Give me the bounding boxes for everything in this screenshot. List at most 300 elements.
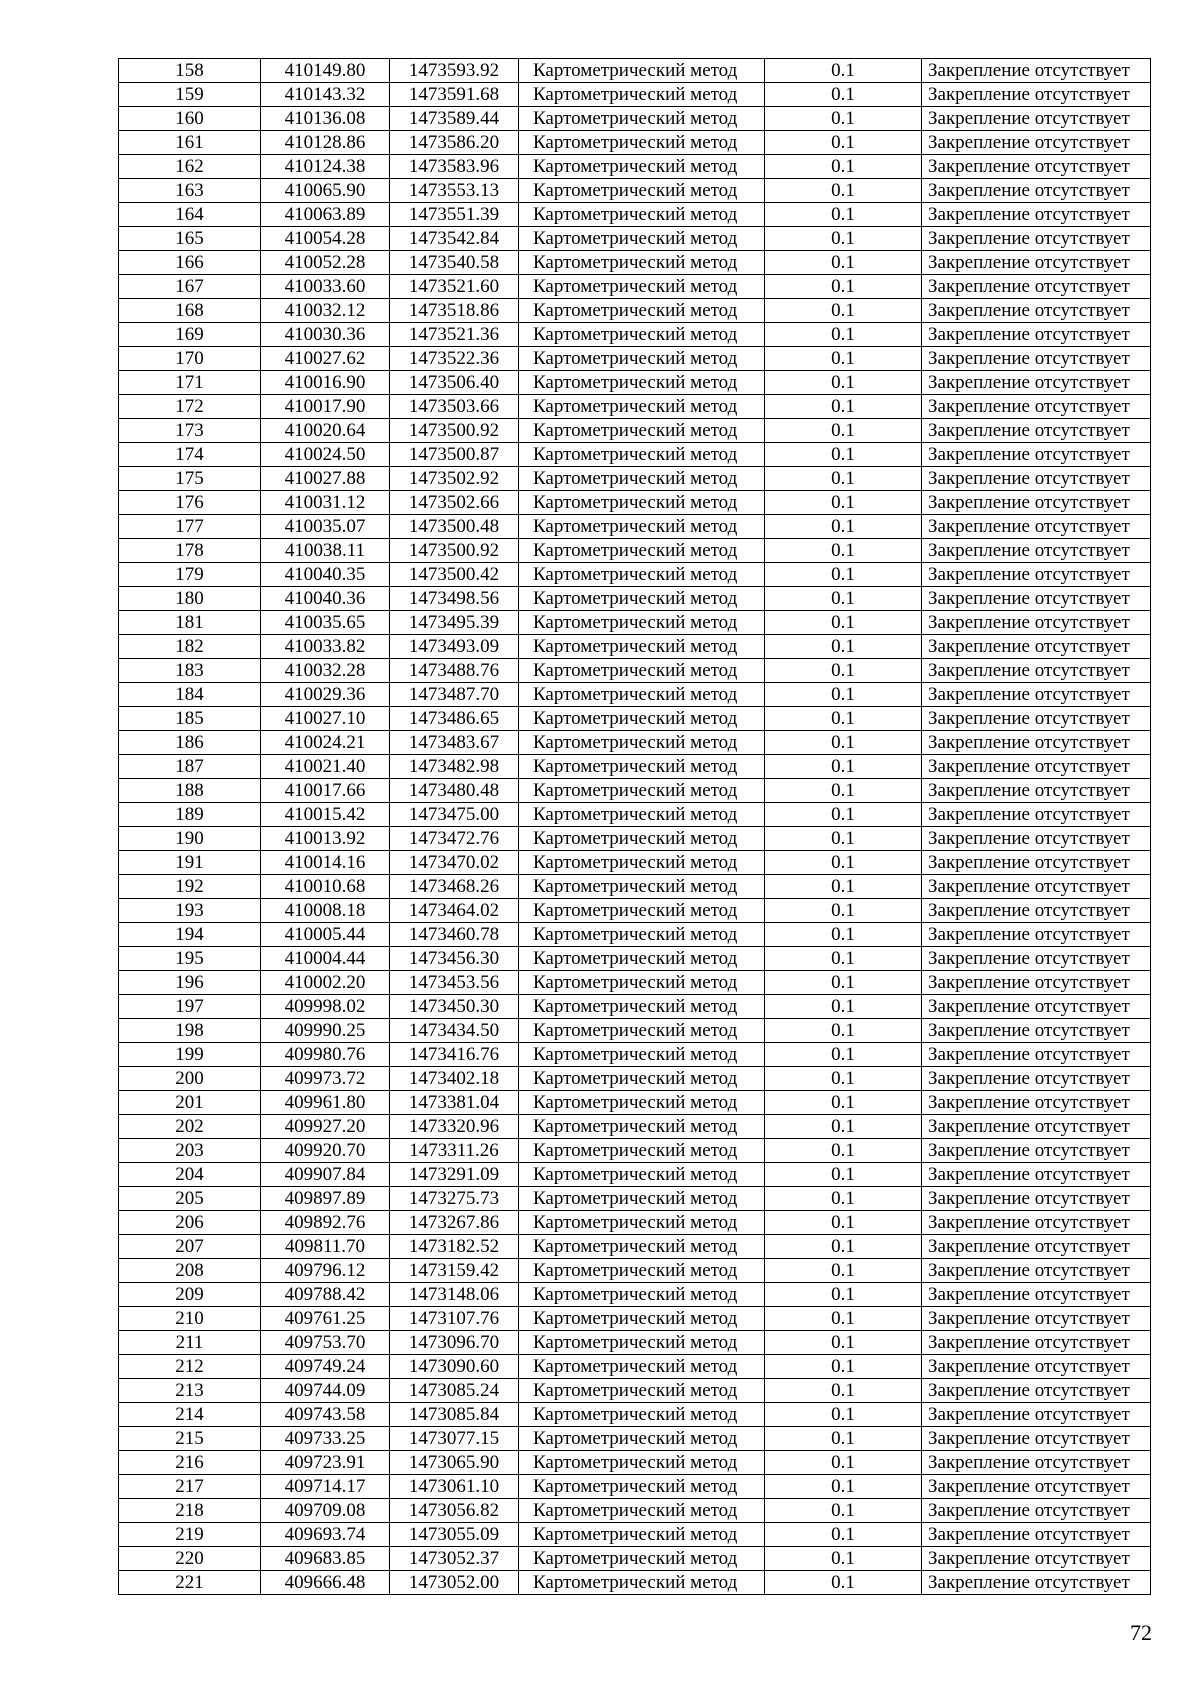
determination-method-cell: Картометрический метод (519, 1091, 765, 1115)
y-coordinate-cell: 1473593.92 (390, 59, 519, 83)
determination-method-cell: Картометрический метод (519, 299, 765, 323)
point-number-cell: 173 (119, 419, 261, 443)
x-coordinate-cell: 410004.44 (261, 947, 390, 971)
accuracy-cell: 0.1 (765, 227, 922, 251)
x-coordinate-cell: 410052.28 (261, 251, 390, 275)
point-number-cell: 204 (119, 1163, 261, 1187)
x-coordinate-cell: 409749.24 (261, 1355, 390, 1379)
point-number-cell: 215 (119, 1427, 261, 1451)
fixation-description-cell: Закрепление отсутствует (922, 83, 1151, 107)
page-number: 72 (1130, 1620, 1152, 1645)
accuracy-cell: 0.1 (765, 1043, 922, 1067)
table-row (119, 563, 1151, 587)
y-coordinate-cell: 1473487.70 (390, 683, 519, 707)
y-coordinate-cell: 1473480.48 (390, 779, 519, 803)
x-coordinate-cell: 410063.89 (261, 203, 390, 227)
x-coordinate-cell: 410027.62 (261, 347, 390, 371)
fixation-description-cell: Закрепление отсутствует (922, 395, 1151, 419)
x-coordinate-cell: 409998.02 (261, 995, 390, 1019)
y-coordinate-cell: 1473583.96 (390, 155, 519, 179)
determination-method-cell: Картометрический метод (519, 1187, 765, 1211)
fixation-description-cell: Закрепление отсутствует (922, 947, 1151, 971)
fixation-description-cell: Закрепление отсутствует (922, 1475, 1151, 1499)
table-row (119, 1571, 1151, 1595)
point-number-cell: 165 (119, 227, 261, 251)
determination-method-cell: Картометрический метод (519, 755, 765, 779)
fixation-description-cell: Закрепление отсутствует (922, 971, 1151, 995)
determination-method-cell: Картометрический метод (519, 371, 765, 395)
table-row (119, 659, 1151, 683)
x-coordinate-cell: 410038.11 (261, 539, 390, 563)
determination-method-cell: Картометрический метод (519, 1403, 765, 1427)
accuracy-cell: 0.1 (765, 251, 922, 275)
accuracy-cell: 0.1 (765, 947, 922, 971)
determination-method-cell: Картометрический метод (519, 1043, 765, 1067)
point-number-cell: 206 (119, 1211, 261, 1235)
determination-method-cell: Картометрический метод (519, 683, 765, 707)
y-coordinate-cell: 1473468.26 (390, 875, 519, 899)
table-row (119, 779, 1151, 803)
determination-method-cell: Картометрический метод (519, 1427, 765, 1451)
accuracy-cell: 0.1 (765, 827, 922, 851)
determination-method-cell: Картометрический метод (519, 275, 765, 299)
fixation-description-cell: Закрепление отсутствует (922, 563, 1151, 587)
accuracy-cell: 0.1 (765, 491, 922, 515)
point-number-cell: 196 (119, 971, 261, 995)
fixation-description-cell: Закрепление отсутствует (922, 803, 1151, 827)
coordinates-table-body (119, 59, 1151, 1595)
determination-method-cell: Картометрический метод (519, 1283, 765, 1307)
y-coordinate-cell: 1473402.18 (390, 1067, 519, 1091)
determination-method-cell: Картометрический метод (519, 1259, 765, 1283)
fixation-description-cell: Закрепление отсутствует (922, 203, 1151, 227)
fixation-description-cell: Закрепление отсутствует (922, 875, 1151, 899)
x-coordinate-cell: 409743.58 (261, 1403, 390, 1427)
table-row (119, 827, 1151, 851)
determination-method-cell: Картометрический метод (519, 1451, 765, 1475)
x-coordinate-cell: 409761.25 (261, 1307, 390, 1331)
x-coordinate-cell: 409892.76 (261, 1211, 390, 1235)
x-coordinate-cell: 410035.65 (261, 611, 390, 635)
point-number-cell: 168 (119, 299, 261, 323)
fixation-description-cell: Закрепление отсутствует (922, 1187, 1151, 1211)
accuracy-cell: 0.1 (765, 995, 922, 1019)
table-row (119, 539, 1151, 563)
fixation-description-cell: Закрепление отсутствует (922, 59, 1151, 83)
x-coordinate-cell: 410021.40 (261, 755, 390, 779)
x-coordinate-cell: 409897.89 (261, 1187, 390, 1211)
fixation-description-cell: Закрепление отсутствует (922, 1139, 1151, 1163)
y-coordinate-cell: 1473522.36 (390, 347, 519, 371)
table-row (119, 491, 1151, 515)
determination-method-cell: Картометрический метод (519, 131, 765, 155)
accuracy-cell: 0.1 (765, 755, 922, 779)
determination-method-cell: Картометрический метод (519, 611, 765, 635)
table-row (119, 1403, 1151, 1427)
x-coordinate-cell: 410032.12 (261, 299, 390, 323)
y-coordinate-cell: 1473488.76 (390, 659, 519, 683)
fixation-description-cell: Закрепление отсутствует (922, 323, 1151, 347)
x-coordinate-cell: 410149.80 (261, 59, 390, 83)
table-row (119, 707, 1151, 731)
determination-method-cell: Картометрический метод (519, 323, 765, 347)
table-row (119, 611, 1151, 635)
table-row (119, 275, 1151, 299)
table-row (119, 419, 1151, 443)
point-number-cell: 214 (119, 1403, 261, 1427)
table-row (119, 467, 1151, 491)
y-coordinate-cell: 1473182.52 (390, 1235, 519, 1259)
accuracy-cell: 0.1 (765, 1283, 922, 1307)
y-coordinate-cell: 1473275.73 (390, 1187, 519, 1211)
determination-method-cell: Картометрический метод (519, 1139, 765, 1163)
fixation-description-cell: Закрепление отсутствует (922, 1571, 1151, 1595)
accuracy-cell: 0.1 (765, 1115, 922, 1139)
determination-method-cell: Картометрический метод (519, 395, 765, 419)
point-number-cell: 188 (119, 779, 261, 803)
x-coordinate-cell: 410024.21 (261, 731, 390, 755)
point-number-cell: 207 (119, 1235, 261, 1259)
fixation-description-cell: Закрепление отсутствует (922, 179, 1151, 203)
determination-method-cell: Картометрический метод (519, 515, 765, 539)
accuracy-cell: 0.1 (765, 731, 922, 755)
x-coordinate-cell: 410040.36 (261, 587, 390, 611)
accuracy-cell: 0.1 (765, 155, 922, 179)
point-number-cell: 166 (119, 251, 261, 275)
point-number-cell: 183 (119, 659, 261, 683)
y-coordinate-cell: 1473096.70 (390, 1331, 519, 1355)
accuracy-cell: 0.1 (765, 1259, 922, 1283)
accuracy-cell: 0.1 (765, 467, 922, 491)
determination-method-cell: Картометрический метод (519, 1211, 765, 1235)
fixation-description-cell: Закрепление отсутствует (922, 1547, 1151, 1571)
y-coordinate-cell: 1473521.60 (390, 275, 519, 299)
accuracy-cell: 0.1 (765, 707, 922, 731)
fixation-description-cell: Закрепление отсутствует (922, 227, 1151, 251)
accuracy-cell: 0.1 (765, 347, 922, 371)
point-number-cell: 164 (119, 203, 261, 227)
table-row (119, 1499, 1151, 1523)
determination-method-cell: Картометрический метод (519, 443, 765, 467)
x-coordinate-cell: 410027.10 (261, 707, 390, 731)
determination-method-cell: Картометрический метод (519, 899, 765, 923)
point-number-cell: 193 (119, 899, 261, 923)
fixation-description-cell: Закрепление отсутствует (922, 1235, 1151, 1259)
point-number-cell: 184 (119, 683, 261, 707)
determination-method-cell: Картометрический метод (519, 947, 765, 971)
x-coordinate-cell: 410002.20 (261, 971, 390, 995)
y-coordinate-cell: 1473291.09 (390, 1163, 519, 1187)
table-row (119, 323, 1151, 347)
table-row (119, 347, 1151, 371)
determination-method-cell: Картометрический метод (519, 1235, 765, 1259)
fixation-description-cell: Закрепление отсутствует (922, 539, 1151, 563)
x-coordinate-cell: 410013.92 (261, 827, 390, 851)
table-row (119, 635, 1151, 659)
y-coordinate-cell: 1473472.76 (390, 827, 519, 851)
point-number-cell: 195 (119, 947, 261, 971)
y-coordinate-cell: 1473061.10 (390, 1475, 519, 1499)
y-coordinate-cell: 1473320.96 (390, 1115, 519, 1139)
accuracy-cell: 0.1 (765, 1091, 922, 1115)
accuracy-cell: 0.1 (765, 1067, 922, 1091)
point-number-cell: 191 (119, 851, 261, 875)
fixation-description-cell: Закрепление отсутствует (922, 1091, 1151, 1115)
accuracy-cell: 0.1 (765, 923, 922, 947)
fixation-description-cell: Закрепление отсутствует (922, 131, 1151, 155)
determination-method-cell: Картометрический метод (519, 803, 765, 827)
fixation-description-cell: Закрепление отсутствует (922, 347, 1151, 371)
determination-method-cell: Картометрический метод (519, 995, 765, 1019)
table-row (119, 1331, 1151, 1355)
fixation-description-cell: Закрепление отсутствует (922, 1379, 1151, 1403)
accuracy-cell: 0.1 (765, 131, 922, 155)
accuracy-cell: 0.1 (765, 1355, 922, 1379)
fixation-description-cell: Закрепление отсутствует (922, 659, 1151, 683)
point-number-cell: 211 (119, 1331, 261, 1355)
point-number-cell: 189 (119, 803, 261, 827)
table-row (119, 683, 1151, 707)
y-coordinate-cell: 1473502.92 (390, 467, 519, 491)
x-coordinate-cell: 410033.82 (261, 635, 390, 659)
y-coordinate-cell: 1473090.60 (390, 1355, 519, 1379)
accuracy-cell: 0.1 (765, 1427, 922, 1451)
y-coordinate-cell: 1473500.48 (390, 515, 519, 539)
table-row (119, 1427, 1151, 1451)
table-row (119, 1523, 1151, 1547)
point-number-cell: 175 (119, 467, 261, 491)
point-number-cell: 180 (119, 587, 261, 611)
x-coordinate-cell: 409907.84 (261, 1163, 390, 1187)
table-row (119, 1259, 1151, 1283)
fixation-description-cell: Закрепление отсутствует (922, 1307, 1151, 1331)
accuracy-cell: 0.1 (765, 1379, 922, 1403)
accuracy-cell: 0.1 (765, 1523, 922, 1547)
y-coordinate-cell: 1473500.42 (390, 563, 519, 587)
table-row (119, 371, 1151, 395)
y-coordinate-cell: 1473311.26 (390, 1139, 519, 1163)
determination-method-cell: Картометрический метод (519, 971, 765, 995)
x-coordinate-cell: 409788.42 (261, 1283, 390, 1307)
determination-method-cell: Картометрический метод (519, 107, 765, 131)
x-coordinate-cell: 409733.25 (261, 1427, 390, 1451)
y-coordinate-cell: 1473085.24 (390, 1379, 519, 1403)
x-coordinate-cell: 410027.88 (261, 467, 390, 491)
x-coordinate-cell: 410031.12 (261, 491, 390, 515)
x-coordinate-cell: 409961.80 (261, 1091, 390, 1115)
determination-method-cell: Картометрический метод (519, 779, 765, 803)
y-coordinate-cell: 1473500.92 (390, 419, 519, 443)
determination-method-cell: Картометрический метод (519, 203, 765, 227)
table-row (119, 995, 1151, 1019)
table-row (119, 875, 1151, 899)
y-coordinate-cell: 1473159.42 (390, 1259, 519, 1283)
point-number-cell: 169 (119, 323, 261, 347)
point-number-cell: 221 (119, 1571, 261, 1595)
x-coordinate-cell: 410136.08 (261, 107, 390, 131)
table-row (119, 1115, 1151, 1139)
fixation-description-cell: Закрепление отсутствует (922, 683, 1151, 707)
x-coordinate-cell: 410029.36 (261, 683, 390, 707)
fixation-description-cell: Закрепление отсутствует (922, 251, 1151, 275)
y-coordinate-cell: 1473267.86 (390, 1211, 519, 1235)
determination-method-cell: Картометрический метод (519, 875, 765, 899)
y-coordinate-cell: 1473056.82 (390, 1499, 519, 1523)
point-number-cell: 217 (119, 1475, 261, 1499)
table-row (119, 1355, 1151, 1379)
coordinates-table (118, 58, 1151, 1595)
y-coordinate-cell: 1473518.86 (390, 299, 519, 323)
y-coordinate-cell: 1473052.37 (390, 1547, 519, 1571)
determination-method-cell: Картометрический метод (519, 1379, 765, 1403)
x-coordinate-cell: 409927.20 (261, 1115, 390, 1139)
x-coordinate-cell: 409693.74 (261, 1523, 390, 1547)
determination-method-cell: Картометрический метод (519, 491, 765, 515)
table-row (119, 1187, 1151, 1211)
fixation-description-cell: Закрепление отсутствует (922, 899, 1151, 923)
fixation-description-cell: Закрепление отсутствует (922, 1067, 1151, 1091)
x-coordinate-cell: 410017.90 (261, 395, 390, 419)
point-number-cell: 174 (119, 443, 261, 467)
x-coordinate-cell: 410065.90 (261, 179, 390, 203)
table-row (119, 395, 1151, 419)
x-coordinate-cell: 409744.09 (261, 1379, 390, 1403)
accuracy-cell: 0.1 (765, 419, 922, 443)
determination-method-cell: Картометрический метод (519, 1019, 765, 1043)
accuracy-cell: 0.1 (765, 683, 922, 707)
fixation-description-cell: Закрепление отсутствует (922, 1211, 1151, 1235)
determination-method-cell: Картометрический метод (519, 1571, 765, 1595)
table-row (119, 131, 1151, 155)
determination-method-cell: Картометрический метод (519, 467, 765, 491)
y-coordinate-cell: 1473589.44 (390, 107, 519, 131)
accuracy-cell: 0.1 (765, 1307, 922, 1331)
x-coordinate-cell: 410015.42 (261, 803, 390, 827)
accuracy-cell: 0.1 (765, 611, 922, 635)
point-number-cell: 201 (119, 1091, 261, 1115)
table-row (119, 803, 1151, 827)
point-number-cell: 216 (119, 1451, 261, 1475)
determination-method-cell: Картометрический метод (519, 1475, 765, 1499)
x-coordinate-cell: 410016.90 (261, 371, 390, 395)
table-row (119, 59, 1151, 83)
table-row (119, 1019, 1151, 1043)
point-number-cell: 219 (119, 1523, 261, 1547)
accuracy-cell: 0.1 (765, 1475, 922, 1499)
accuracy-cell: 0.1 (765, 539, 922, 563)
accuracy-cell: 0.1 (765, 1547, 922, 1571)
accuracy-cell: 0.1 (765, 1331, 922, 1355)
accuracy-cell: 0.1 (765, 275, 922, 299)
y-coordinate-cell: 1473542.84 (390, 227, 519, 251)
table-row (119, 1091, 1151, 1115)
y-coordinate-cell: 1473475.00 (390, 803, 519, 827)
y-coordinate-cell: 1473456.30 (390, 947, 519, 971)
fixation-description-cell: Закрепление отсутствует (922, 371, 1151, 395)
table-row (119, 1235, 1151, 1259)
determination-method-cell: Картометрический метод (519, 155, 765, 179)
determination-method-cell: Картометрический метод (519, 1115, 765, 1139)
x-coordinate-cell: 410128.86 (261, 131, 390, 155)
accuracy-cell: 0.1 (765, 1019, 922, 1043)
y-coordinate-cell: 1473085.84 (390, 1403, 519, 1427)
determination-method-cell: Картометрический метод (519, 179, 765, 203)
table-row (119, 155, 1151, 179)
fixation-description-cell: Закрепление отсутствует (922, 779, 1151, 803)
y-coordinate-cell: 1473521.36 (390, 323, 519, 347)
y-coordinate-cell: 1473482.98 (390, 755, 519, 779)
table-row (119, 179, 1151, 203)
accuracy-cell: 0.1 (765, 83, 922, 107)
determination-method-cell: Картометрический метод (519, 419, 765, 443)
point-number-cell: 172 (119, 395, 261, 419)
accuracy-cell: 0.1 (765, 875, 922, 899)
x-coordinate-cell: 409811.70 (261, 1235, 390, 1259)
accuracy-cell: 0.1 (765, 851, 922, 875)
accuracy-cell: 0.1 (765, 1187, 922, 1211)
x-coordinate-cell: 410017.66 (261, 779, 390, 803)
accuracy-cell: 0.1 (765, 587, 922, 611)
table-row (119, 443, 1151, 467)
accuracy-cell: 0.1 (765, 1403, 922, 1427)
determination-method-cell: Картометрический метод (519, 251, 765, 275)
y-coordinate-cell: 1473506.40 (390, 371, 519, 395)
point-number-cell: 160 (119, 107, 261, 131)
point-number-cell: 187 (119, 755, 261, 779)
y-coordinate-cell: 1473540.58 (390, 251, 519, 275)
accuracy-cell: 0.1 (765, 659, 922, 683)
point-number-cell: 210 (119, 1307, 261, 1331)
fixation-description-cell: Закрепление отсутствует (922, 107, 1151, 131)
x-coordinate-cell: 409714.17 (261, 1475, 390, 1499)
point-number-cell: 208 (119, 1259, 261, 1283)
accuracy-cell: 0.1 (765, 971, 922, 995)
point-number-cell: 212 (119, 1355, 261, 1379)
accuracy-cell: 0.1 (765, 299, 922, 323)
y-coordinate-cell: 1473381.04 (390, 1091, 519, 1115)
point-number-cell: 198 (119, 1019, 261, 1043)
point-number-cell: 203 (119, 1139, 261, 1163)
point-number-cell: 181 (119, 611, 261, 635)
point-number-cell: 176 (119, 491, 261, 515)
accuracy-cell: 0.1 (765, 443, 922, 467)
x-coordinate-cell: 409796.12 (261, 1259, 390, 1283)
y-coordinate-cell: 1473591.68 (390, 83, 519, 107)
fixation-description-cell: Закрепление отсутствует (922, 1331, 1151, 1355)
table-row (119, 851, 1151, 875)
x-coordinate-cell: 409709.08 (261, 1499, 390, 1523)
point-number-cell: 200 (119, 1067, 261, 1091)
determination-method-cell: Картометрический метод (519, 827, 765, 851)
y-coordinate-cell: 1473453.56 (390, 971, 519, 995)
table-row (119, 107, 1151, 131)
fixation-description-cell: Закрепление отсутствует (922, 1451, 1151, 1475)
accuracy-cell: 0.1 (765, 179, 922, 203)
determination-method-cell: Картометрический метод (519, 1163, 765, 1187)
y-coordinate-cell: 1473052.00 (390, 1571, 519, 1595)
x-coordinate-cell: 409990.25 (261, 1019, 390, 1043)
determination-method-cell: Картометрический метод (519, 83, 765, 107)
fixation-description-cell: Закрепление отсутствует (922, 515, 1151, 539)
x-coordinate-cell: 410014.16 (261, 851, 390, 875)
x-coordinate-cell: 409683.85 (261, 1547, 390, 1571)
point-number-cell: 186 (119, 731, 261, 755)
y-coordinate-cell: 1473502.66 (390, 491, 519, 515)
accuracy-cell: 0.1 (765, 563, 922, 587)
determination-method-cell: Картометрический метод (519, 1547, 765, 1571)
table-row (119, 83, 1151, 107)
point-number-cell: 182 (119, 635, 261, 659)
